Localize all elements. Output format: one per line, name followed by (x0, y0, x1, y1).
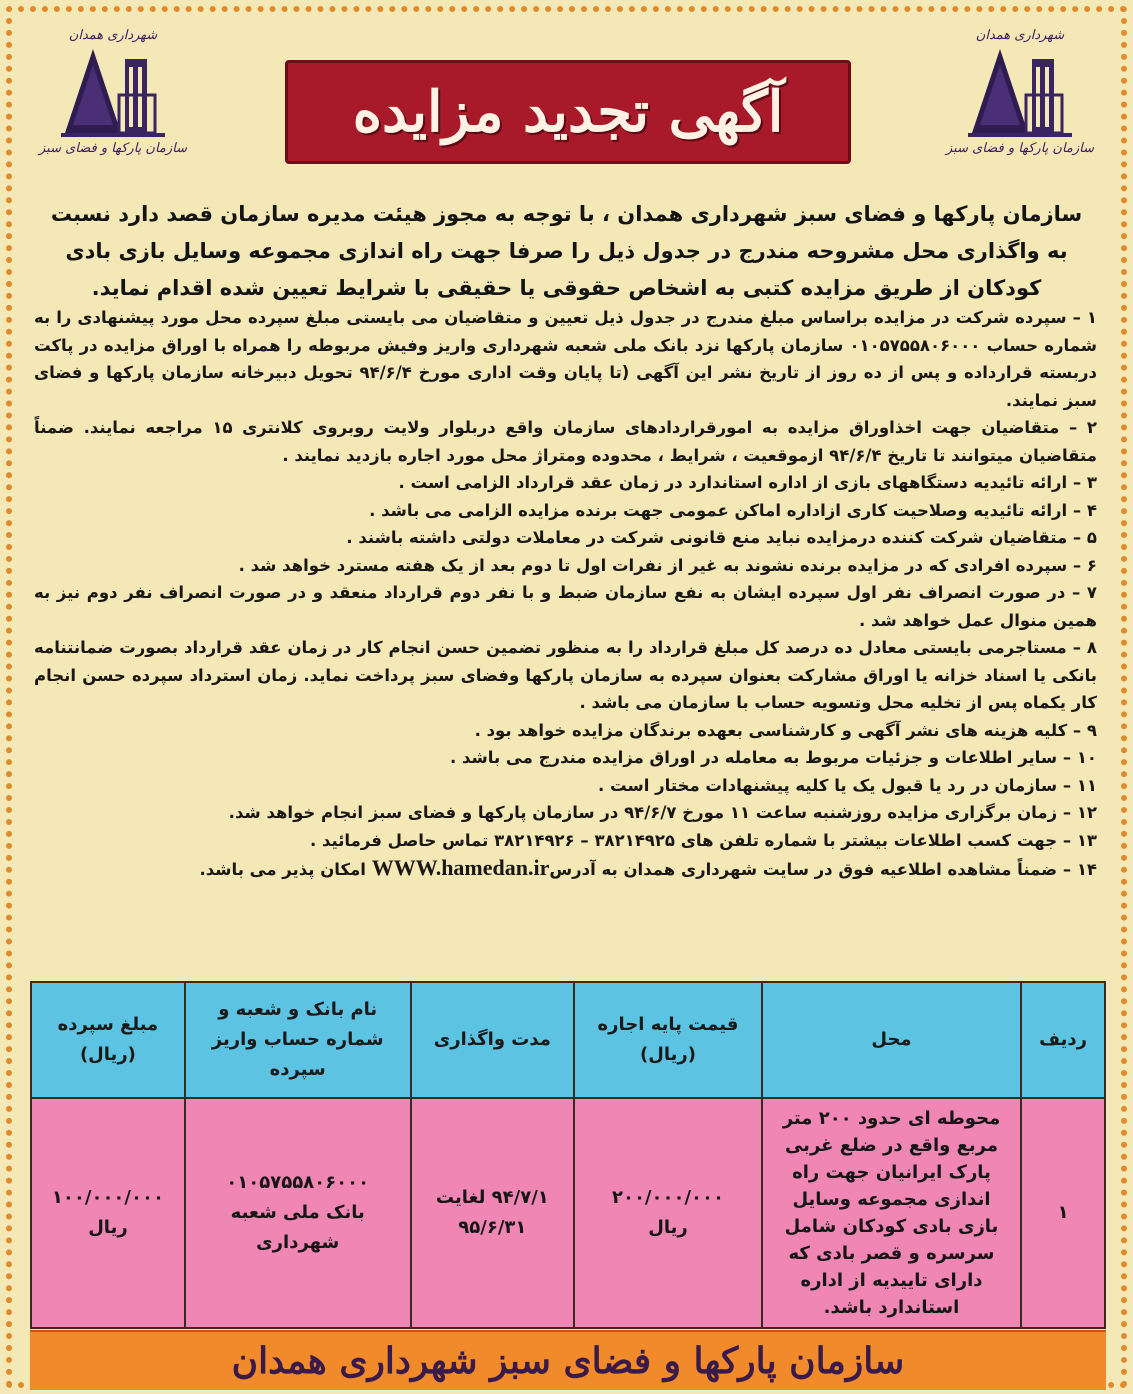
clause-14-text: ۱۴ – ضمناً مشاهده اطلاعیه فوق در سایت شهرداری همدان به آدرس (549, 860, 1097, 879)
cell-duration (411, 1098, 575, 1328)
clause-6: ۶ – سپرده افرادی که در مزایده برنده نشوند به غیر از نفرات اول تا دوم بعد از یک هفته مسترد خواهد شد . (238, 555, 1097, 575)
clauses-list (34, 304, 1097, 884)
header-location: محل (762, 982, 1021, 1098)
clause-14-end: امکان پذیر می باشد. (199, 860, 366, 879)
page-title: آگهی تجدید مزایده (352, 79, 784, 145)
clause-7: ۷ – در صورت انصراف نفر اول سپرده ایشان به نفع سازمان ضبط و با نفر دوم قرارداد منعقد و در صورت انصراف نفر دوم نیز به همین منوال عمل خواهد شد . (34, 583, 1097, 630)
base-price-unit: ریال (648, 1217, 688, 1238)
footer-org-name: سازمان پارکها و فضای سبز شهرداری همدان (231, 1340, 905, 1382)
clause-1: ۱ – سپرده شرکت در مزایده براساس مبلغ مندرج در جدول ذیل تعیین و متقاضیان می بایستی مبلغ سپرده محل مورد پیشنهادی را به شماره حساب ۰۱۰۵۷۵۵۸۰۶۰۰۰ سازمان پارکها نزد بانک ملی شعبه شهرداری واریز وفیش مربوطه را همراه با اوراق مزایده در پاکت دربسته قرارداده و پس از ده روز از تاریخ نشر این آگهی (تا پایان وقت اداری مورخ ۹۴/۶/۴ تحویل دبیرخانه سازمان پارکها و فضای سبز نمایند. (34, 308, 1097, 410)
deposit-value: ۱۰۰/۰۰۰/۰۰۰ (51, 1187, 164, 1208)
logo-left (28, 28, 198, 168)
tree-tower-icon (53, 45, 173, 141)
clause-13: ۱۳ – جهت کسب اطلاعات بیشتر با شماره تلفن های ۳۸۲۱۴۹۲۵ – ۳۸۲۱۴۹۲۶ تماس حاصل فرمائید . (309, 830, 1097, 850)
clause-3: ۳ – ارائه تائیدیه دستگاههای بازی از اداره استاندارد در زمان عقد قرارداد الزامی است . (398, 473, 1097, 492)
clause-14 (34, 854, 1097, 884)
cell-bank-account (185, 1098, 411, 1328)
clause-8: ۸ – مستاجرمی بایستی معادل ده درصد کل مبلغ قرارداد را به منظور تضمین حسن انجام کار در زمان عقد قرارداد بصورت ضمانتنامه بانکی یا اسناد خزانه یا اوراق مشارکت بعنوان سپرده به سازمان پارکها وفضای سبز پرداخت نماید. زمان استرداد سپرده حسن انجام کار یکماه پس از تخلیه محل وتسویه حساب با سازمان می باشد . (34, 638, 1097, 712)
cell-location: محوطه ای حدود ۲۰۰ متر مربع واقع در ضلع غربی پارک ایرانیان جهت راه اندازی مجموعه وسایل بازی بادی کودکان شامل سرسره و قصر بادی که دارای تاییدیه از اداره استاندارد باشد. (762, 1098, 1021, 1328)
table-row (31, 1098, 1105, 1328)
tree-tower-icon (960, 45, 1080, 141)
table-header-row (31, 982, 1105, 1098)
cell-index: ۱ (1021, 1098, 1105, 1328)
header-base-price: قیمت پایه اجاره (ریال) (574, 982, 762, 1098)
bank-name: بانک ملی شعبه (230, 1202, 365, 1223)
clause-4: ۴ – ارائه تائیدیه وصلاحیت کاری ازاداره اماکن عمومی جهت برنده مزایده الزامی می باشد . (369, 500, 1097, 520)
logo-right-caption-top: شهرداری همدان (975, 28, 1065, 43)
cell-deposit (31, 1098, 185, 1328)
base-price-value: ۲۰۰/۰۰۰/۰۰۰ (611, 1187, 724, 1208)
account-number: ۰۱۰۵۷۵۵۸۰۶۰۰۰ (226, 1172, 370, 1193)
header-index: ردیف (1021, 982, 1105, 1098)
clause-2: ۲ – متقاضیان جهت اخذاوراق مزایده به امورقراردادهای سازمان واقع دربلوار ولایت روبروی کلانتری ۱۵ مراجعه نمایند. ضمناً متقاضیان میتوانند تا تاریخ ۹۴/۶/۴ ازموقعیت ، شرایط ، محدوده ومتراژ محل مورد اجاره بازدید نمایند . (34, 418, 1097, 465)
clause-5: ۵ – متقاضیان شرکت کننده درمزایده نباید منع قانونی شرکت در معاملات دولتی داشته باشند . (346, 528, 1097, 547)
bank-branch: شهرداری (256, 1232, 340, 1253)
logo-right-caption-bottom: سازمان پارکها و فضای سبز (945, 141, 1095, 156)
clause-9: ۹ – کلیه هزینه های نشر آگهی و کارشناسی بعهده برندگان مزایده خواهد بود . (474, 720, 1097, 740)
duration-to: ۹۵/۶/۳۱ (458, 1217, 527, 1238)
website-link[interactable]: WWW.hamedan.ir (371, 855, 550, 880)
clause-12: ۱۲ – زمان برگزاری مزایده روزشنبه ساعت ۱۱ مورخ ۹۴/۶/۷ در سازمان پارکها و فضای سبز انجام خواهد شد. (228, 803, 1097, 822)
logo-left-caption-bottom: سازمان پارکها و فضای سبز (38, 141, 188, 156)
clause-11: ۱۱ – سازمان در رد یا قبول یک یا کلیه پیشنهادات مختار است . (598, 775, 1097, 795)
header-deposit: مبلغ سپرده (ریال) (31, 982, 185, 1098)
clause-10: ۱۰ – سایر اطلاعات و جزئیات مربوط به معامله در اوراق مزایده مندرج می باشد . (450, 748, 1097, 767)
cell-base-price (574, 1098, 762, 1328)
footer-banner (30, 1330, 1106, 1390)
duration-from: ۹۴/۷/۱ لغایت (435, 1187, 549, 1208)
header-duration: مدت واگذاری (411, 982, 575, 1098)
header-bank-account: نام بانک و شعبه و شماره حساب واریز سپرده (185, 982, 411, 1098)
intro-paragraph: سازمان پارکها و فضای سبز شهرداری همدان ، با توجه به مجوز هیئت مدیره سازمان قصد دارد نسبت به واگذاری محل مشروحه مندرج در جدول ذیل را صرفا جهت راه اندازی مجموعه وسایل بازی بادی کودکان از طریق مزایده کتبی به اشخاص حقوقی یا حقیقی با شرایط تعیین شده اقدام نماید. (50, 202, 1083, 300)
deposit-unit: ریال (88, 1217, 128, 1238)
logo-right (935, 28, 1105, 168)
title-banner (285, 60, 851, 164)
auction-table (30, 981, 1106, 1329)
logo-left-caption-top: شهرداری همدان (68, 28, 158, 43)
